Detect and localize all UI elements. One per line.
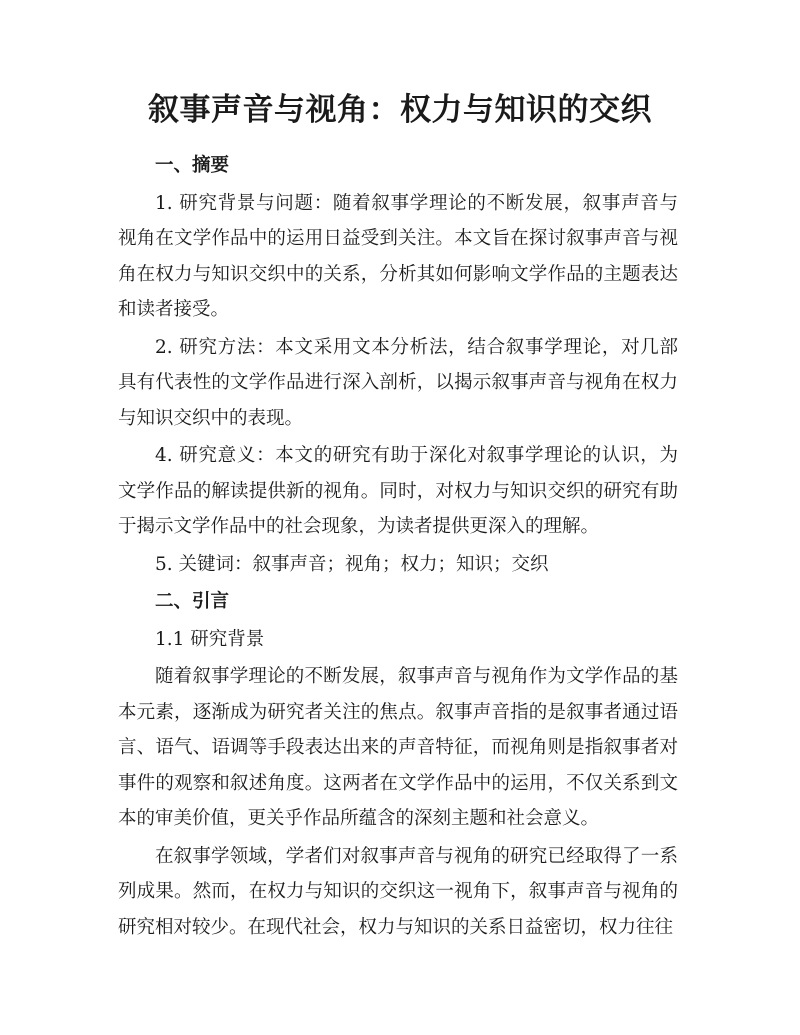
document-title: 叙事声音与视角：权力与知识的交织 xyxy=(148,92,652,128)
document-body xyxy=(118,148,678,947)
abstract-item: 2. 研究方法：本文采用文本分析法，结合叙事学理论，对几部具有代表性的文学作品进行深入剖析，以揭示叙事声音与视角在权力与知识交织中的表现。 xyxy=(118,336,678,429)
section-heading-abstract: 一、摘要 xyxy=(155,155,230,176)
abstract-item: 1. 研究背景与问题：随着叙事学理论的不断发展，叙事声音与视角在文学作品中的运用日益受到关注。本文旨在探讨叙事声音与视角在权力与知识交织中的关系，分析其如何影响文学作品的主题表达和读者接受。 xyxy=(118,192,678,320)
intro-paragraph: 在叙事学领域，学者们对叙事声音与视角的研究已经取得了一系列成果。然而，在权力与知识的交织这一视角下，叙事声音与视角的研究相对较少。在现代社会，权力与知识的关系日益密切，权力往往 xyxy=(118,845,678,938)
intro-paragraph: 随着叙事学理论的不断发展，叙事声音与视角作为文学作品的基本元素，逐渐成为研究者关注的焦点。叙事声音指的是叙事者通过语言、语气、语调等手段表达出来的声音特征，而视角则是指叙事者对事件的观察和叙述角度。这两者在文学作品中的运用，不仅关系到文本的审美价值，更关乎作品所蕴含的深刻主题和社会意义。 xyxy=(118,666,678,829)
subsection-heading-background: 1.1 研究背景 xyxy=(155,628,265,650)
section-heading-intro: 二、引言 xyxy=(155,591,230,612)
abstract-item: 4. 研究意义：本文的研究有助于深化对叙事学理论的认识，为文学作品的解读提供新的视角。同时，对权力与知识交织的研究有助于揭示文学作品中的社会现象，为读者提供更深入的理解。 xyxy=(118,445,678,537)
abstract-item: 5. 关键词：叙事声音；视角；权力；知识；交织 xyxy=(155,553,549,575)
